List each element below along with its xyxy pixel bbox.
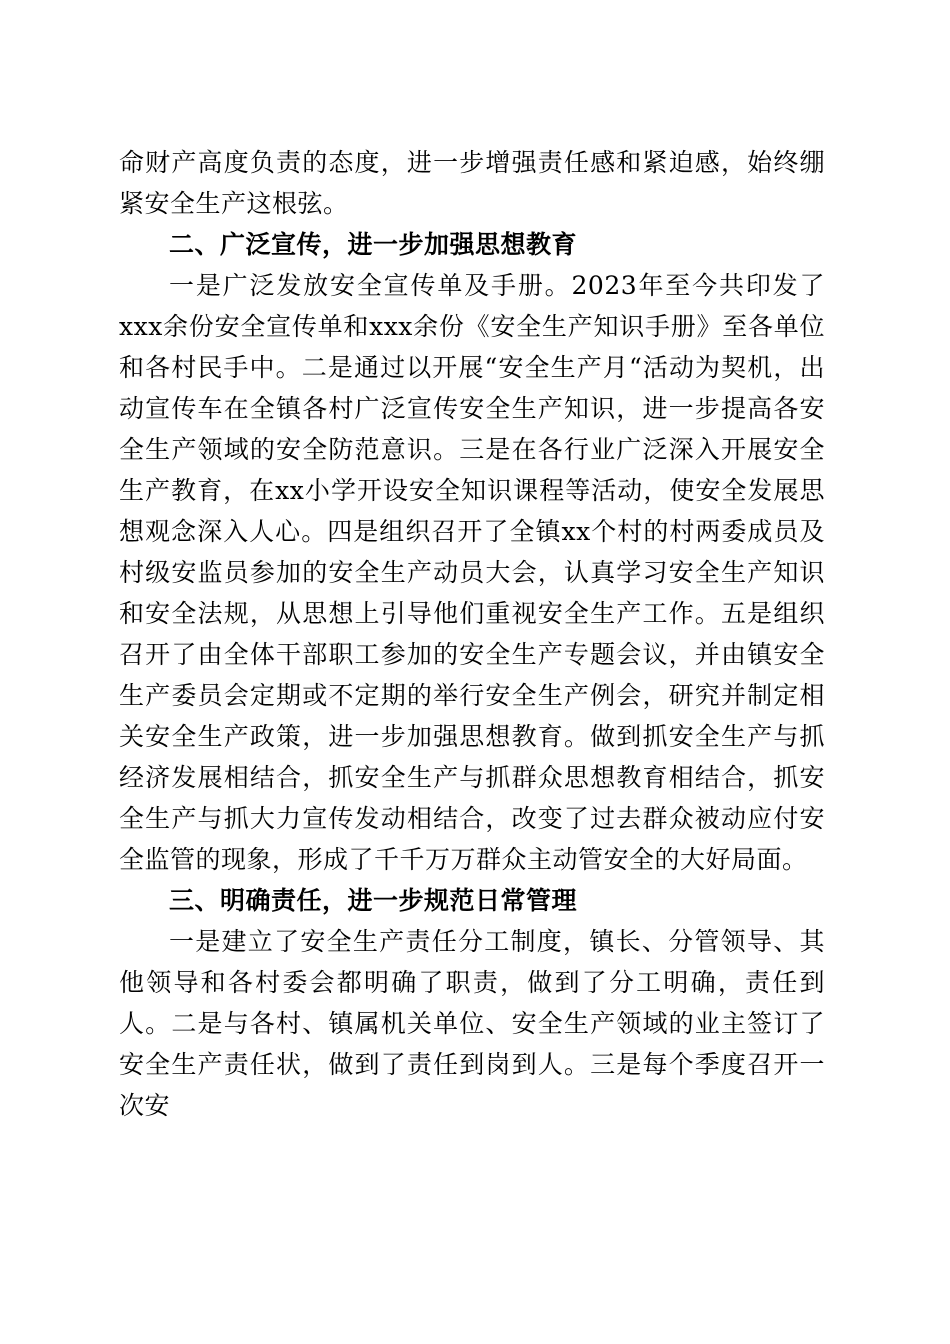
document-body	[119, 142, 825, 1126]
section-heading-2: 二、广泛宣传，进一步加强思想教育	[169, 230, 578, 259]
paragraph-publicity: 一是广泛发放安全宣传单及手册。2023年至今共印发了xxx余份安全宣传单和xxx余份《安全生产知识手册》至各单位和各村民手中。二是通过以开展“安全生产月“活动为契机，出动宣传车在全镇各村广泛宣传安全生产知识，进一步提高各安全生产领域的安全防范意识。三是在各行业广泛深入开展安全生产教育，在xx小学开设安全知识课程等活动，使安全发展思想观念深入人心。四是组织召开了全镇xx个村的村两委成员及村级安监员参加的安全生产动员大会，认真学习安全生产知识和安全法规，从思想上引导他们重视安全生产工作。五是组织召开了由全体干部职工参加的安全生产专题会议，并由镇安全生产委员会定期或不定期的举行安全生产例会，研究并制定相关安全生产政策，进一步加强思想教育。做到抓安全生产与抓经济发展相结合，抓安全生产与抓群众思想教育相结合，抓安全生产与抓大力宣传发动相结合，改变了过去群众被动应付安全监管的现象，形成了千千万万群众主动管安全的大好局面。	[119, 271, 825, 874]
paragraph-continued: 命财产高度负责的态度，进一步增强责任感和紧迫感，始终绷紧安全生产这根弦。	[119, 148, 825, 218]
section-heading-3: 三、明确责任，进一步规范日常管理	[169, 886, 578, 915]
paragraph-responsibility: 一是建立了安全生产责任分工制度，镇长、分管领导、其他领导和各村委会都明确了职责，做到了分工明确，责任到人。二是与各村、镇属机关单位、安全生产领域的业主签订了安全生产责任状，做到了责任到岗到人。三是每个季度召开一次安	[119, 927, 825, 1120]
